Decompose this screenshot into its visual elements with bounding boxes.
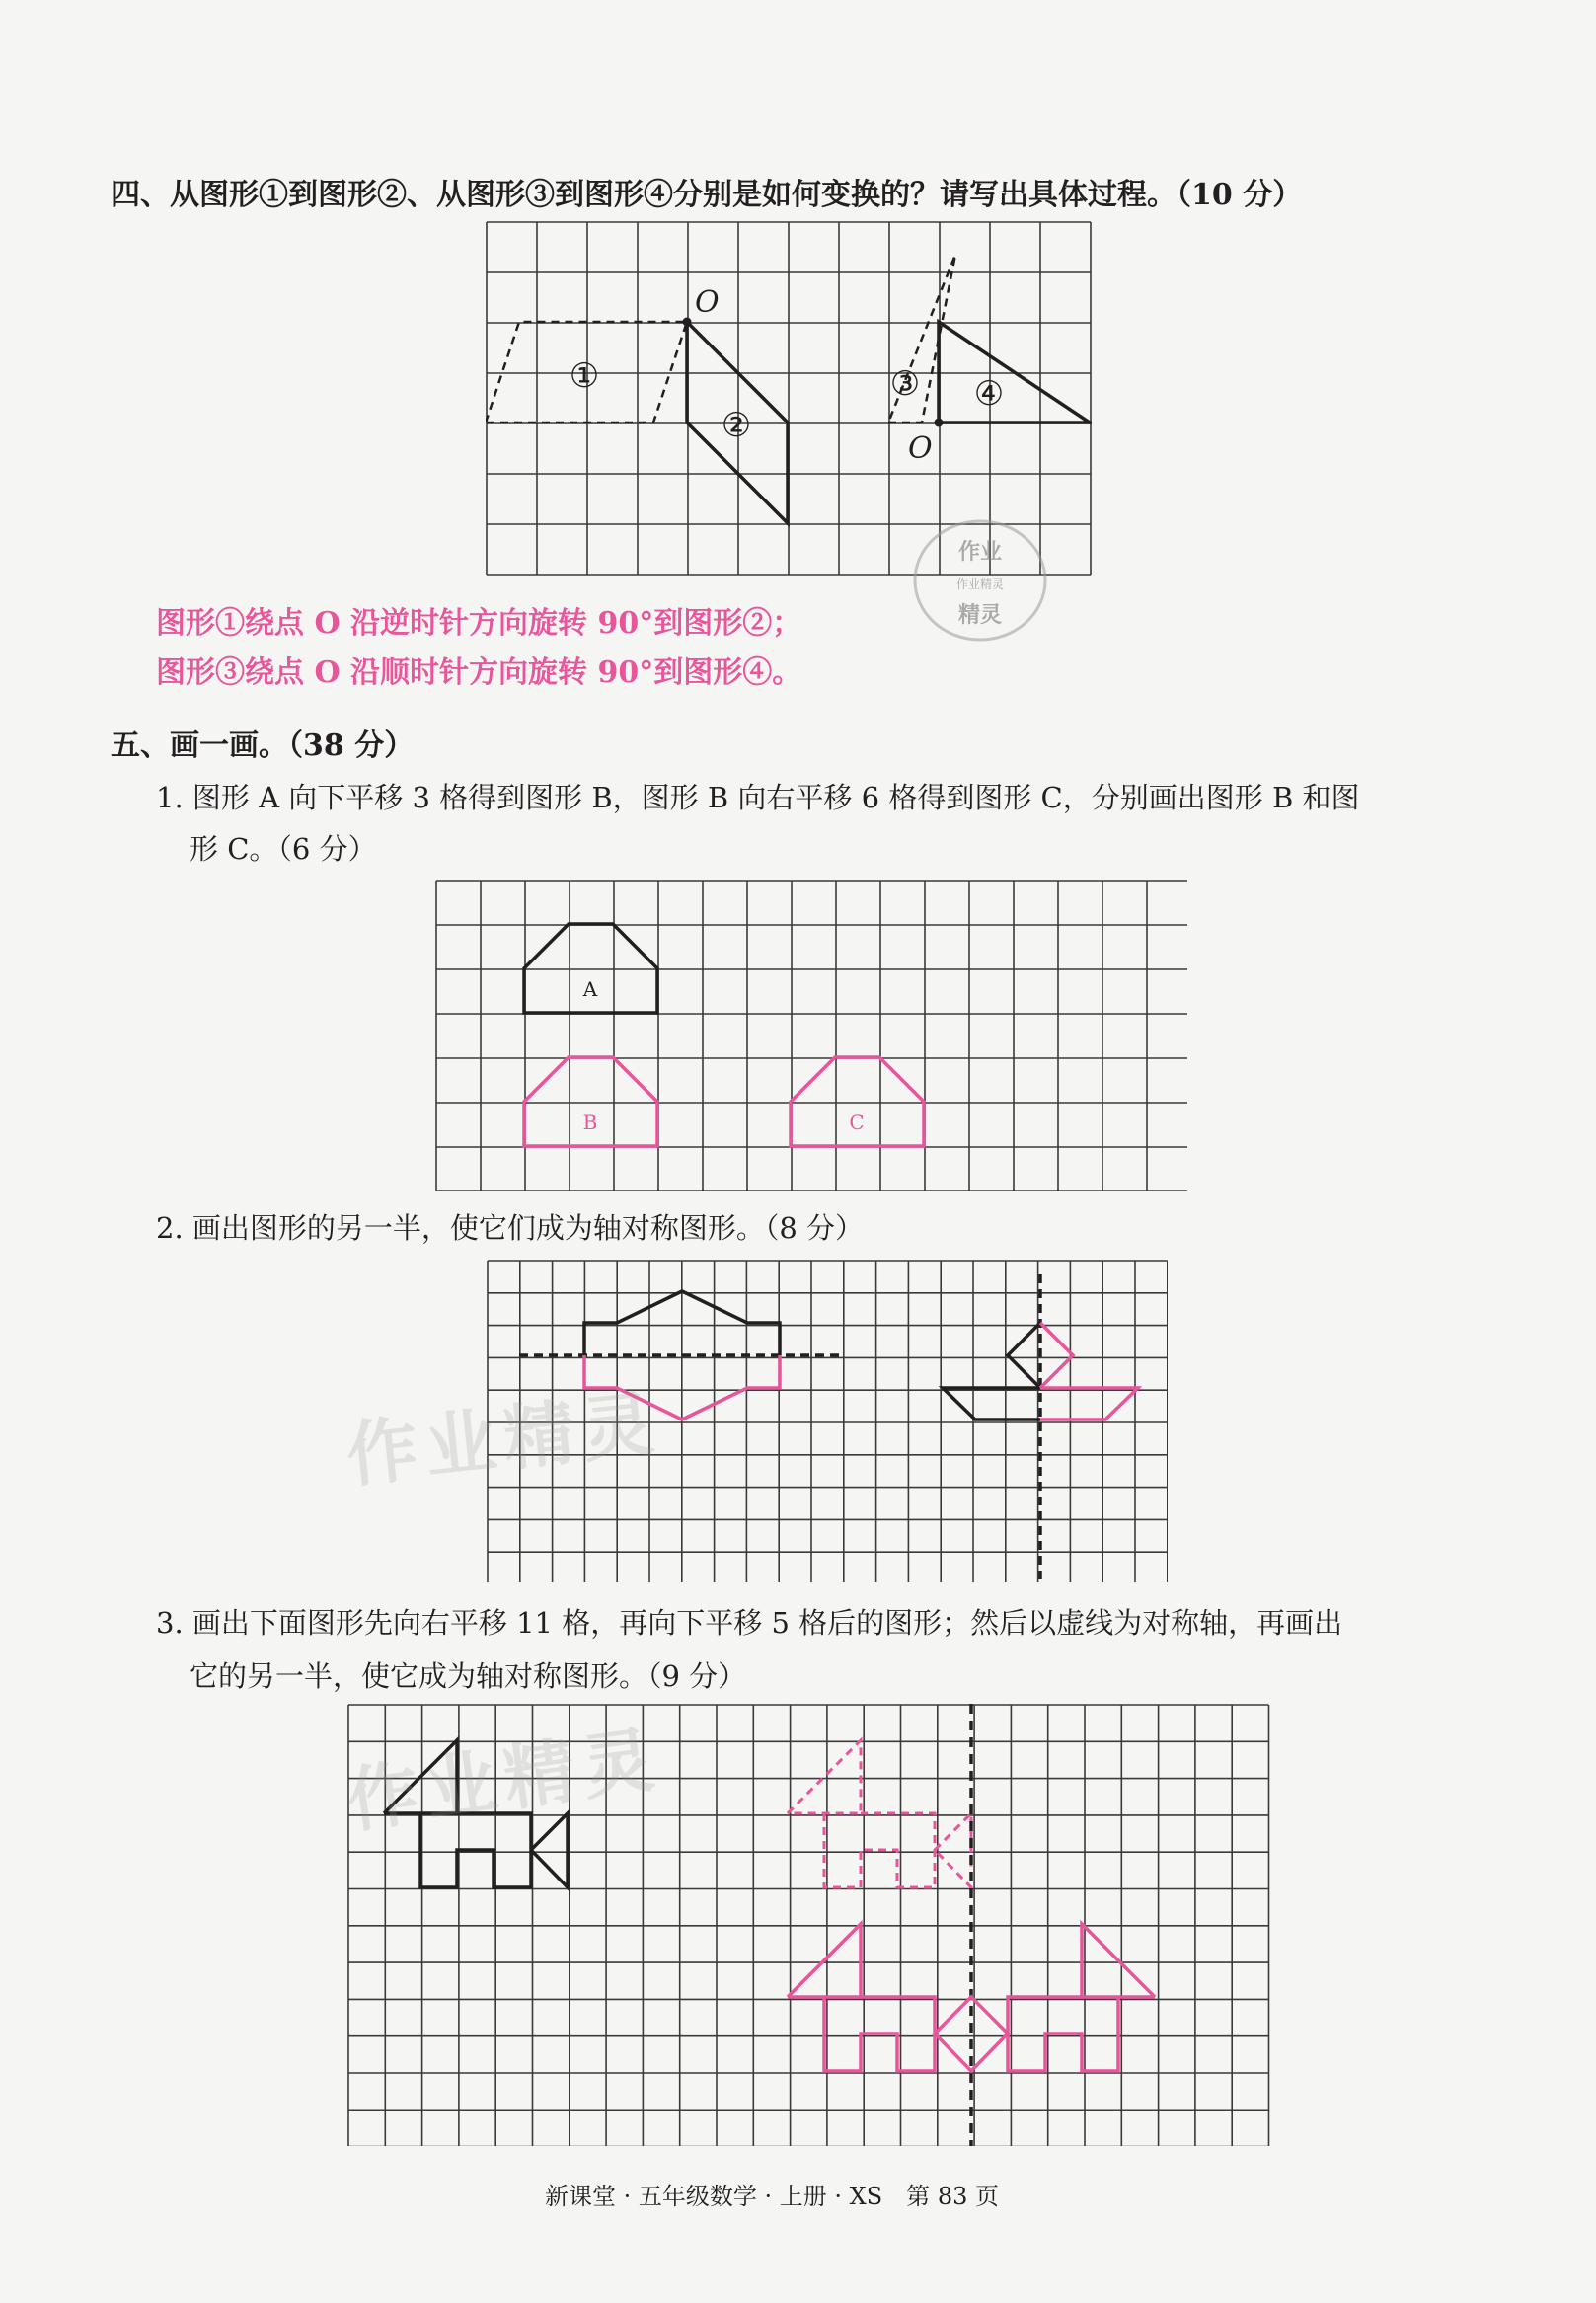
figure-4-solid (939, 322, 1090, 422)
label-fig1: ① (569, 356, 600, 396)
point-o-1 (683, 318, 692, 327)
q1-grid (435, 880, 1187, 1191)
label-fig3: ③ (889, 364, 921, 404)
q2-shape2-given (1008, 1323, 1040, 1388)
label-fig2: ② (721, 406, 752, 445)
q2-shape2-given-base (943, 1388, 1040, 1420)
q3-text-line1: 3. 画出下面图形先向右平移 11 格，再向下平移 5 格后的图形；然后以虚线为对称轴，再画出 (156, 1606, 1343, 1640)
label-o-2: O (908, 431, 933, 466)
watermark-2: 作业精灵 (342, 1717, 667, 1843)
svg-text:作业精灵: 作业精灵 (955, 577, 1005, 591)
section5-title: 五、画一画。（38 分） (111, 729, 415, 763)
q3-shape-translated (788, 1740, 971, 1887)
section4-answer-2: 图形③绕点 O 沿顺时针方向旋转 90°到图形④。 (156, 655, 802, 690)
watermark-1: 作业精灵 (342, 1381, 666, 1497)
q2-shape2-answer-base (1040, 1388, 1138, 1420)
label-a: A (582, 977, 598, 1001)
point-o-2 (935, 419, 944, 427)
label-fig4: ④ (973, 374, 1005, 414)
svg-text:精灵: 精灵 (957, 603, 1003, 628)
label-c: C (849, 1111, 865, 1134)
label-b: B (582, 1111, 598, 1134)
section4-title: 四、从图形①到图形②、从图形③到图形④分别是如何变换的？请写出具体过程。（10 分） (111, 178, 1303, 212)
section4-answer-1: 图形①绕点 O 沿逆时针方向旋转 90°到图形②； (156, 606, 802, 641)
svg-text:作业: 作业 (957, 540, 1003, 565)
q1-text-line1: 1. 图形 A 向下平移 3 格得到图形 B，图形 B 向右平移 6 格得到图形 C，分别画出图形 B 和图 (156, 781, 1360, 814)
label-o-1: O (695, 285, 720, 320)
page-footer: 新课堂 · 五年级数学 · 上册 · XS 第 83 页 (545, 2183, 999, 2210)
q2-text: 2. 画出图形的另一半，使它们成为轴对称图形。（8 分） (156, 1211, 865, 1245)
q2-shape2-answer (1040, 1323, 1073, 1388)
q3-text-line2: 它的另一半，使它成为轴对称图形。（9 分） (190, 1659, 747, 1693)
stamp-logo (906, 511, 1054, 650)
q1-text-line2: 形 C。（6 分） (190, 832, 377, 866)
